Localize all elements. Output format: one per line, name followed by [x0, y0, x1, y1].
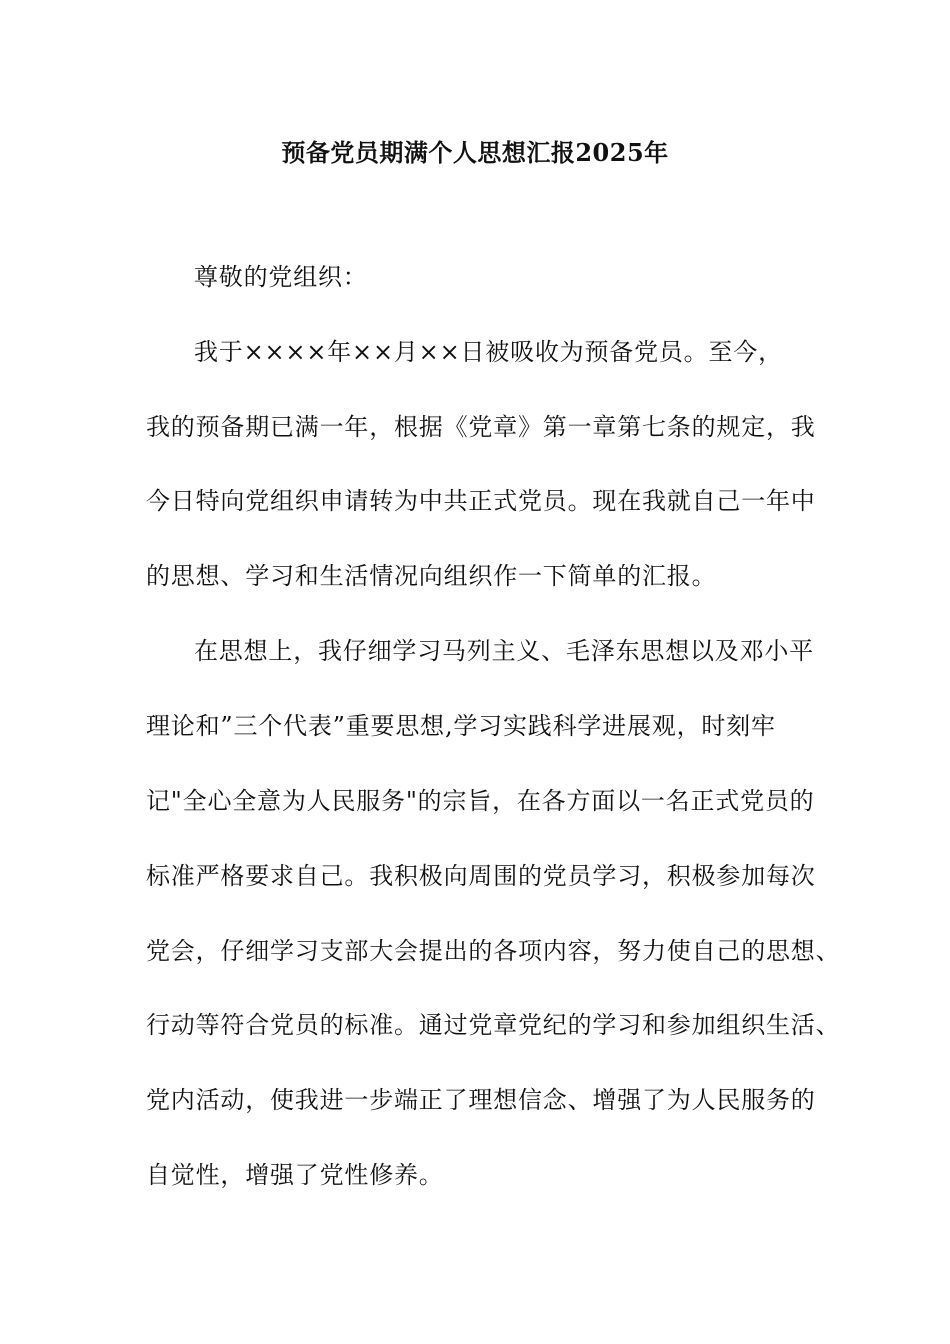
body-line: 自觉性，增强了党性修养。	[146, 1161, 444, 1189]
body-line: 党内活动，使我进一步端正了理想信念、增强了为人民服务的	[146, 1086, 816, 1114]
body-line: 党会，仔细学习支部大会提出的各项内容，努力使自己的思想、	[146, 937, 841, 965]
body-line: 今日特向党组织申请转为中共正式党员。现在我就自己一年中	[146, 487, 816, 515]
body-line: 在思想上，我仔细学习马列主义、毛泽东思想以及邓小平	[194, 637, 814, 665]
body-line: 我的预备期已满一年，根据《党章》第一章第七条的规定，我	[146, 413, 816, 441]
body-line: 记"全心全意为人民服务"的宗旨，在各方面以一名正式党员的	[146, 787, 815, 815]
body-line: 理论和”三个代表”重要思想,学习实践科学进展观，时刻牢	[146, 712, 776, 740]
body-line: 标准严格要求自己。我积极向周围的党员学习，积极参加每次	[146, 862, 816, 890]
body-line: 的思想、学习和生活情况向组织作一下简单的汇报。	[146, 562, 717, 590]
salutation: 尊敬的党组织：	[194, 263, 368, 291]
body-line: 行动等符合党员的标准。通过党章党纪的学习和参加组织生活、	[146, 1011, 841, 1039]
body-line: 我于××××年××月××日被吸收为预备党员。至今，	[194, 338, 783, 366]
document-title: 预备党员期满个人思想汇报2025年	[281, 138, 669, 167]
